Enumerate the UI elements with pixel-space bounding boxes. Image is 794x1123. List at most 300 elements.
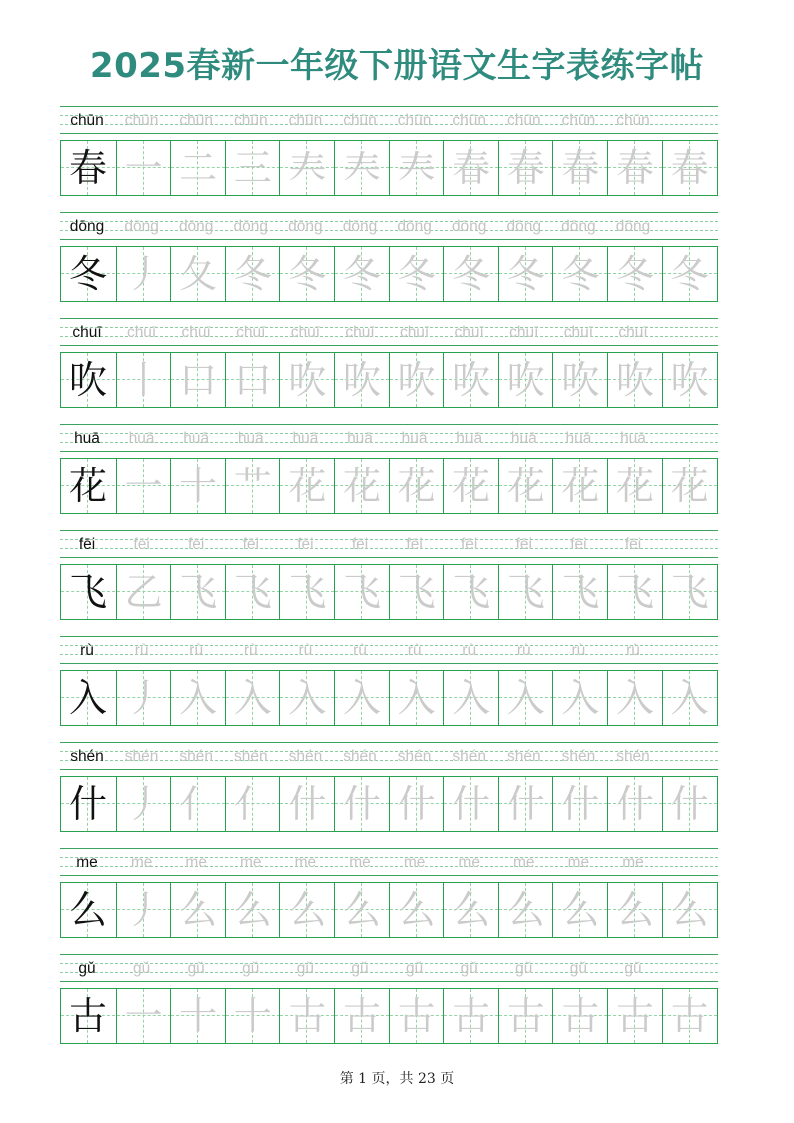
stroke-step-character: 入 <box>561 676 600 720</box>
tracing-cell <box>116 777 170 831</box>
pinyin-trace: chūn <box>179 112 213 129</box>
practice-row <box>60 954 718 1060</box>
tracing-cell <box>334 989 388 1043</box>
pinyin-guide-line <box>60 451 718 452</box>
pinyin-trace: gǔ <box>569 960 588 977</box>
stroke-step-character: 入 <box>233 676 272 720</box>
stroke-step-character: 冬 <box>288 252 327 296</box>
pinyin-trace: shén <box>561 748 596 765</box>
tracing-cell <box>498 247 552 301</box>
tracing-cell <box>662 565 716 619</box>
pinyin-trace: chuī <box>618 324 648 341</box>
pinyin-trace: fēi <box>461 536 478 553</box>
tracing-cell <box>116 671 170 725</box>
tracing-cell <box>225 565 279 619</box>
stroke-step-character: 十 <box>233 994 272 1038</box>
tracing-cell <box>389 565 443 619</box>
tracing-cell <box>552 565 606 619</box>
practice-row <box>60 742 718 848</box>
pinyin-trace: shén <box>452 748 486 765</box>
tracing-cell <box>116 883 170 937</box>
stroke-step-character: 古 <box>452 994 491 1038</box>
model-character: 什 <box>68 782 107 826</box>
tracing-cell <box>443 247 497 301</box>
model-character: 吹 <box>68 358 107 402</box>
pinyin-trace: shén <box>616 748 650 765</box>
tracing-cell <box>279 459 333 513</box>
stroke-step-character: 花 <box>452 464 491 508</box>
tracing-cell <box>170 883 224 937</box>
stroke-step-character: 什 <box>342 782 381 826</box>
stroke-step-character: 么 <box>670 888 709 932</box>
stroke-step-character: 吹 <box>288 358 327 402</box>
stroke-step-character: 什 <box>288 782 327 826</box>
pinyin-label: huā <box>74 430 100 447</box>
tracing-cell <box>443 141 497 195</box>
stroke-step-character: 冬 <box>452 252 491 296</box>
pinyin-trace: rù <box>516 642 531 659</box>
tracing-cell <box>170 459 224 513</box>
tracing-cell <box>443 777 497 831</box>
pinyin-trace: me <box>294 854 317 871</box>
model-character-cell <box>61 565 115 619</box>
pinyin-trace: fēi <box>242 536 259 553</box>
tracing-cell <box>443 989 497 1043</box>
stroke-step-character: 么 <box>342 888 381 932</box>
pinyin-guide-line <box>60 530 718 531</box>
pinyin-trace: chūn <box>561 112 596 129</box>
stroke-step-character: 春 <box>452 146 491 190</box>
stroke-step-character: 什 <box>670 782 709 826</box>
pinyin-band <box>60 636 718 664</box>
tracing-cell <box>443 883 497 937</box>
pinyin-guide-line <box>60 769 718 770</box>
tracing-cell <box>498 141 552 195</box>
pinyin-guide-line <box>60 636 718 637</box>
pinyin-trace: chuī <box>563 324 594 341</box>
tracing-cell <box>498 989 552 1043</box>
pinyin-trace: gǔ <box>624 960 642 977</box>
pinyin-trace: dōng <box>615 218 651 235</box>
pinyin-trace: dōng <box>506 218 542 235</box>
stroke-step-character: 入 <box>452 676 491 720</box>
pinyin-trace: me <box>240 854 262 871</box>
pinyin-band <box>60 848 718 876</box>
pinyin-guide-line <box>60 133 718 134</box>
pinyin-trace: gǔ <box>242 960 260 977</box>
model-character: 入 <box>68 676 107 720</box>
stroke-step-character: 花 <box>670 464 709 508</box>
stroke-step-character: 吹 <box>670 358 709 402</box>
model-character: 古 <box>68 994 107 1038</box>
stroke-step-character: 飞 <box>233 570 272 614</box>
stroke-step-character: 什 <box>452 782 491 826</box>
stroke-step-character: 三 <box>233 146 272 190</box>
pinyin-trace: dōng <box>233 218 269 235</box>
stroke-step-character: 吹 <box>342 358 381 402</box>
stroke-step-character: 古 <box>561 994 600 1038</box>
pinyin-trace: huā <box>128 430 155 447</box>
stroke-step-character: 飞 <box>179 570 218 614</box>
stroke-step-character: 古 <box>506 994 545 1038</box>
pinyin-trace: chuī <box>126 324 157 341</box>
practice-row <box>60 424 718 530</box>
stroke-step-character: 古 <box>397 994 436 1038</box>
stroke-step-character: 什 <box>561 782 600 826</box>
stroke-step-character: 么 <box>506 888 545 932</box>
stroke-step-character: 古 <box>342 994 381 1038</box>
pinyin-trace: huā <box>456 430 483 447</box>
pinyin-trace: dōng <box>178 218 214 235</box>
model-character-cell <box>61 883 115 937</box>
tracing-cell <box>389 247 443 301</box>
tracing-cell <box>662 883 716 937</box>
stroke-step-character: 入 <box>179 676 218 720</box>
pinyin-trace: gǔ <box>515 960 533 977</box>
pinyin-trace: rù <box>462 642 477 659</box>
pinyin-trace: shén <box>397 748 432 765</box>
tracing-cell <box>498 777 552 831</box>
tracing-cell <box>662 989 716 1043</box>
stroke-step-character: 花 <box>342 464 381 508</box>
pinyin-trace: dōng <box>288 218 323 235</box>
pinyin-trace: me <box>622 854 644 871</box>
pinyin-trace: chuī <box>181 324 211 341</box>
pinyin-trace: chuī <box>345 324 375 341</box>
character-grid <box>60 564 718 620</box>
pinyin-trace: dōng <box>397 218 432 235</box>
stroke-step-character: 口 <box>179 358 218 402</box>
pinyin-label: chūn <box>70 112 104 129</box>
pinyin-trace: fēi <box>297 536 314 553</box>
tracing-cell <box>279 989 333 1043</box>
stroke-step-character: 什 <box>506 782 545 826</box>
pinyin-trace: shén <box>343 748 377 765</box>
pinyin-guide-line <box>60 318 718 319</box>
pinyin-trace: fēi <box>570 536 587 553</box>
stroke-step-character: 入 <box>615 676 654 720</box>
tracing-cell <box>170 777 224 831</box>
pinyin-guide-line <box>60 875 718 876</box>
pinyin-trace: dōng <box>342 218 378 235</box>
tracing-cell <box>443 459 497 513</box>
pinyin-trace: me <box>349 854 371 871</box>
model-character: 么 <box>68 888 107 932</box>
model-character-cell <box>61 353 115 407</box>
tracing-cell <box>552 353 606 407</box>
pinyin-trace: rù <box>189 642 204 659</box>
pinyin-label: shén <box>70 748 104 765</box>
pinyin-band <box>60 424 718 452</box>
model-character: 花 <box>68 464 107 508</box>
character-grid <box>60 670 718 726</box>
stroke-step-character: 一 <box>124 994 163 1038</box>
stroke-step-character: 丿 <box>124 782 163 826</box>
pinyin-trace: chūn <box>343 112 377 129</box>
tracing-cell <box>334 565 388 619</box>
tracing-cell <box>170 989 224 1043</box>
pinyin-label: fēi <box>78 536 96 553</box>
stroke-step-character: 春 <box>561 146 600 190</box>
pinyin-guide-line <box>60 954 718 955</box>
pinyin-guide-line <box>60 663 718 664</box>
practice-row <box>60 106 718 212</box>
model-character: 飞 <box>68 570 107 614</box>
stroke-step-character: 飞 <box>506 570 545 614</box>
character-grid <box>60 246 718 302</box>
pinyin-trace: shén <box>179 748 213 765</box>
stroke-step-character: 乙 <box>124 570 163 614</box>
pinyin-trace: gǔ <box>187 960 205 977</box>
pinyin-trace: chuī <box>290 324 321 341</box>
pinyin-band <box>60 742 718 770</box>
pinyin-trace: rù <box>353 642 367 659</box>
tracing-cell <box>389 353 443 407</box>
tracing-cell <box>170 671 224 725</box>
stroke-step-character: 冬 <box>342 252 381 296</box>
tracing-cell <box>552 989 606 1043</box>
stroke-step-character: 冬 <box>233 252 272 296</box>
stroke-step-character: 艹 <box>233 464 272 508</box>
tracing-cell <box>225 353 279 407</box>
pinyin-trace: rù <box>407 642 422 659</box>
pinyin-trace: huā <box>401 430 428 447</box>
stroke-step-character: 口 <box>233 358 272 402</box>
stroke-step-character: 吹 <box>397 358 436 402</box>
pinyin-trace: huā <box>510 430 537 447</box>
pinyin-trace: gǔ <box>296 960 315 977</box>
pinyin-trace: me <box>130 854 153 871</box>
pinyin-trace: chuī <box>509 324 539 341</box>
pinyin-trace: rù <box>626 642 640 659</box>
tracing-cell <box>607 353 661 407</box>
tracing-cell <box>498 883 552 937</box>
stroke-step-character: 十 <box>179 994 218 1038</box>
tracing-cell <box>225 777 279 831</box>
tracing-cell <box>389 459 443 513</box>
stroke-step-character: 入 <box>506 676 545 720</box>
pinyin-trace: chūn <box>233 112 268 129</box>
tracing-cell <box>170 565 224 619</box>
stroke-step-character: 飞 <box>561 570 600 614</box>
pinyin-trace: rù <box>243 642 258 659</box>
pinyin-trace: chūn <box>452 112 486 129</box>
pinyin-guide-line <box>60 557 718 558</box>
stroke-step-character: 冬 <box>506 252 545 296</box>
tracing-cell <box>443 353 497 407</box>
tracing-cell <box>334 459 388 513</box>
tracing-cell <box>116 565 170 619</box>
stroke-step-character: 花 <box>397 464 436 508</box>
stroke-step-character: 飞 <box>670 570 709 614</box>
stroke-step-character: 飞 <box>452 570 491 614</box>
pinyin-label: rù <box>80 642 94 659</box>
pinyin-band <box>60 212 718 240</box>
pinyin-trace: chūn <box>397 112 432 129</box>
stroke-step-character: 春 <box>506 146 545 190</box>
stroke-step-character: 十 <box>179 464 218 508</box>
stroke-step-character: 入 <box>670 676 709 720</box>
model-character: 春 <box>68 146 107 190</box>
tracing-cell <box>552 671 606 725</box>
stroke-step-character: 吹 <box>506 358 545 402</box>
stroke-step-character: 丿 <box>124 252 163 296</box>
pinyin-label: dōng <box>69 218 105 235</box>
stroke-step-character: 冬 <box>561 252 600 296</box>
pinyin-band <box>60 106 718 134</box>
tracing-cell <box>607 777 661 831</box>
tracing-cell <box>607 247 661 301</box>
tracing-cell <box>225 671 279 725</box>
pinyin-trace: huā <box>347 430 373 447</box>
pinyin-trace: dōng <box>561 218 596 235</box>
pinyin-trace: gǔ <box>132 960 151 977</box>
tracing-cell <box>498 459 552 513</box>
pinyin-trace: fēi <box>515 536 532 553</box>
stroke-step-character: 么 <box>179 888 218 932</box>
stroke-step-character: 入 <box>397 676 436 720</box>
character-grid <box>60 776 718 832</box>
stroke-step-character: 丿 <box>124 676 163 720</box>
stroke-step-character: 𡗗 <box>342 146 381 190</box>
stroke-step-character: 春 <box>615 146 654 190</box>
stroke-step-character: 花 <box>561 464 600 508</box>
tracing-cell <box>334 777 388 831</box>
pinyin-trace: gǔ <box>405 960 424 977</box>
pinyin-trace: fēi <box>406 536 423 553</box>
tracing-cell <box>389 777 443 831</box>
tracing-cell <box>334 671 388 725</box>
tracing-cell <box>607 459 661 513</box>
stroke-step-character: 𡗗 <box>288 146 327 190</box>
pinyin-trace: chūn <box>506 112 541 129</box>
tracing-cell <box>225 459 279 513</box>
stroke-step-character: 丿 <box>124 888 163 932</box>
stroke-step-character: 花 <box>288 464 327 508</box>
tracing-cell <box>389 671 443 725</box>
tracing-cell <box>334 141 388 195</box>
pinyin-trace: shén <box>233 748 268 765</box>
stroke-step-character: 亻 <box>179 782 218 826</box>
practice-row <box>60 212 718 318</box>
pinyin-trace: huā <box>237 430 264 447</box>
stroke-step-character: 吹 <box>452 358 491 402</box>
tracing-cell <box>116 989 170 1043</box>
stroke-step-character: 春 <box>670 146 709 190</box>
stroke-step-character: 𡗗 <box>397 146 436 190</box>
tracing-cell <box>443 565 497 619</box>
pinyin-guide-line <box>60 981 718 982</box>
pinyin-trace: fēi <box>351 536 369 553</box>
pinyin-trace: me <box>185 854 207 871</box>
pinyin-trace: gǔ <box>460 960 478 977</box>
tracing-cell <box>225 247 279 301</box>
character-grid <box>60 882 718 938</box>
model-character-cell <box>61 247 115 301</box>
stroke-step-character: 花 <box>615 464 654 508</box>
tracing-cell <box>279 671 333 725</box>
stroke-step-character: 吹 <box>561 358 600 402</box>
pinyin-trace: gǔ <box>351 960 369 977</box>
pinyin-guide-line <box>60 848 718 849</box>
stroke-step-character: 么 <box>288 888 327 932</box>
pinyin-trace: dōng <box>451 218 487 235</box>
stroke-step-character: 花 <box>506 464 545 508</box>
character-grid <box>60 352 718 408</box>
character-grid <box>60 458 718 514</box>
pinyin-trace: fēi <box>133 536 150 553</box>
stroke-step-character: 古 <box>615 994 654 1038</box>
tracing-cell <box>607 565 661 619</box>
pinyin-band <box>60 954 718 982</box>
pinyin-trace: huā <box>565 430 592 447</box>
tracing-cell <box>662 777 716 831</box>
tracing-cell <box>662 141 716 195</box>
pinyin-trace: shén <box>288 748 323 765</box>
pinyin-trace: rù <box>298 642 313 659</box>
tracing-cell <box>279 141 333 195</box>
model-character-cell <box>61 459 115 513</box>
character-grid <box>60 140 718 196</box>
tracing-cell <box>170 353 224 407</box>
pinyin-trace: chuī <box>236 324 266 341</box>
tracing-cell <box>443 671 497 725</box>
stroke-step-character: 冬 <box>670 252 709 296</box>
pinyin-trace: fēi <box>188 536 205 553</box>
page-title: 2025春新一年级下册语文生字表练字帖 <box>89 46 705 86</box>
pinyin-trace: chūn <box>616 112 650 129</box>
pinyin-trace: chuī <box>454 324 484 341</box>
tracing-cell <box>498 671 552 725</box>
pinyin-trace: huā <box>292 430 319 447</box>
pinyin-guide-line <box>60 345 718 346</box>
pinyin-trace: chūn <box>288 112 323 129</box>
stroke-step-character: 夂 <box>179 252 218 296</box>
tracing-cell <box>170 141 224 195</box>
stroke-step-character: 亻 <box>233 782 272 826</box>
model-character: 冬 <box>68 252 107 296</box>
stroke-step-character: 么 <box>397 888 436 932</box>
tracing-cell <box>116 353 170 407</box>
pinyin-trace: huā <box>620 430 646 447</box>
pinyin-band <box>60 318 718 346</box>
pinyin-trace: me <box>458 854 480 871</box>
tracing-cell <box>334 247 388 301</box>
pinyin-trace: me <box>567 854 590 871</box>
pinyin-trace: chūn <box>124 112 159 129</box>
stroke-step-character: 二 <box>179 146 218 190</box>
tracing-cell <box>389 989 443 1043</box>
stroke-step-character: 什 <box>615 782 654 826</box>
tracing-cell <box>279 353 333 407</box>
tracing-cell <box>279 883 333 937</box>
pinyin-trace: shén <box>506 748 541 765</box>
model-character-cell <box>61 671 115 725</box>
pinyin-trace: huā <box>183 430 210 447</box>
stroke-step-character: 飞 <box>288 570 327 614</box>
stroke-step-character: 吹 <box>615 358 654 402</box>
stroke-step-character: 飞 <box>615 570 654 614</box>
tracing-cell <box>552 883 606 937</box>
tracing-cell <box>225 883 279 937</box>
stroke-step-character: 一 <box>124 146 163 190</box>
tracing-cell <box>116 459 170 513</box>
tracing-cell <box>662 247 716 301</box>
tracing-cell <box>498 353 552 407</box>
tracing-cell <box>552 459 606 513</box>
practice-row <box>60 636 718 742</box>
tracing-cell <box>662 459 716 513</box>
